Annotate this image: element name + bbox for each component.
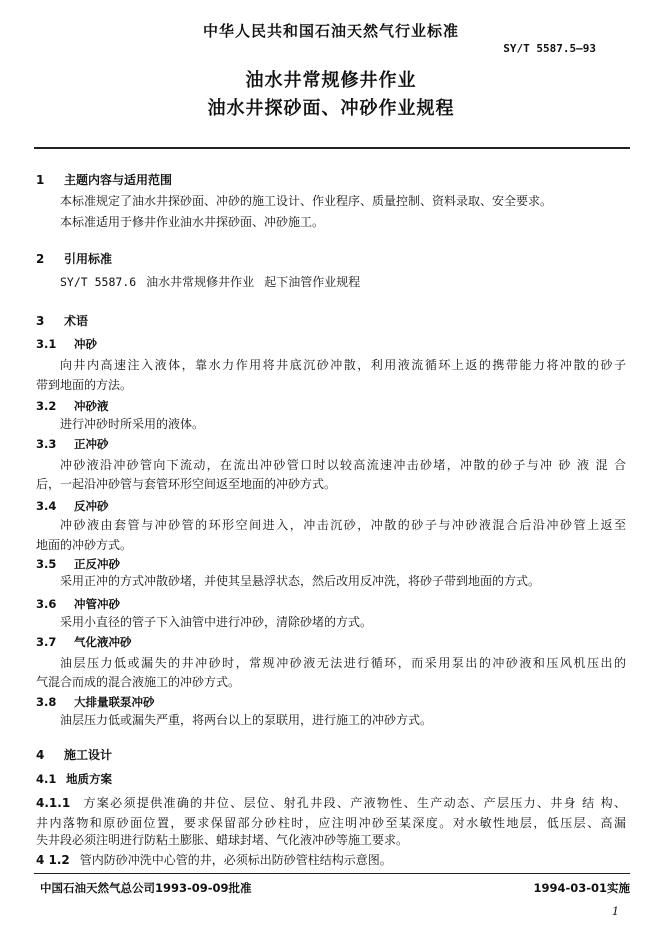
section-2-heading — [36, 250, 112, 267]
term-3-3-definition-line2: 后，一起沿冲砂管与套管环形空间返至地面的冲砂方式。 — [36, 477, 337, 491]
term-number: 3.8 — [36, 695, 57, 709]
item-4-1-1-line3: 失井段必须注明进行防粘土膨胀、蜡球封堵、气化液冲砂等施工要求。 — [36, 833, 409, 847]
item-4-1-1-line1 — [36, 794, 626, 811]
term-3-7-definition-line1: 油层压力低或漏失的井冲砂时，常规冲砂液无法进行循环，而采用泵出的冲砂液和压风机压出的 — [60, 656, 626, 670]
effective-date: 1994-03-01实施 — [533, 881, 630, 895]
section-number: 4 — [36, 748, 45, 762]
section-number: 2 — [36, 252, 45, 266]
term-number: 3.4 — [36, 499, 57, 513]
section-title: 施工设计 — [64, 748, 113, 762]
term-number: 3.6 — [36, 597, 57, 611]
approval-statement: 中国石油天然气总公司1993-09-09批准 — [40, 881, 252, 895]
term-3-4-definition-line1: 冲砂液由套管与冲砂管的环形空间进入，冲击沉砂，冲散的砂子与冲砂液混合后沿冲砂管上返至 — [60, 518, 626, 532]
standard-category-title: 中华人民共和国石油天然气行业标准 — [202, 22, 459, 40]
term-title: 正反冲砂 — [74, 557, 120, 571]
document-title-line1: 油水井常规修井作业 — [245, 70, 417, 91]
term-title: 气化液冲砂 — [74, 635, 132, 649]
referenced-standard-title: 油水井常规修井作业 — [146, 275, 255, 289]
standard-code: SY/T 5587.5—93 — [503, 42, 596, 55]
term-number: 3.3 — [36, 437, 57, 451]
term-number: 3.1 — [36, 337, 57, 351]
page-number: 1 — [612, 905, 619, 918]
subsection-title: 地质方案 — [66, 772, 112, 786]
term-number: 3.2 — [36, 399, 57, 413]
section-title: 术语 — [64, 314, 89, 328]
section-title: 主题内容与适用范围 — [64, 173, 173, 187]
term-title: 大排量联泵冲砂 — [74, 695, 155, 709]
term-3-7-definition-line2: 气混合而成的混合液施工的冲砂方式。 — [36, 675, 241, 689]
referenced-standard-subtitle: 起下油管作业规程 — [264, 275, 361, 289]
section-number: 1 — [36, 173, 45, 187]
term-3-4-heading — [36, 498, 109, 514]
term-3-2-definition: 进行冲砂时所采用的液体。 — [60, 417, 205, 431]
term-3-1-definition-line2: 带到地面的方法。 — [36, 378, 133, 392]
referenced-standard — [60, 272, 360, 293]
section-1-paragraph-1: 本标准规定了油水井探砂面、冲砂的施工设计、作业程序、质量控制、资料录取、安全要求。 — [60, 194, 553, 208]
item-text: 方案必须提供准确的井位、层位、射孔井段、产液物性、生产动态、产层压力、井身 结 构、 — [82, 796, 626, 810]
section-1-heading — [36, 171, 172, 188]
term-3-1-definition-line1: 向井内高速注入液体，靠水力作用将井底沉砂冲散，利用液流循环上返的携带能力将冲散的砂子 — [60, 358, 626, 372]
item-4-1-2 — [36, 850, 392, 871]
item-4-1-1-line2: 井内落物和原砂面位置，要求保留部分砂柱时，应注明冲砂至某深度。对水敏性地层，低压层、高漏 — [36, 816, 626, 830]
section-title: 引用标准 — [64, 252, 113, 266]
section-1-paragraph-2: 本标准适用于修井作业油水井探砂面、冲砂施工。 — [60, 215, 325, 229]
term-3-4-definition-line2: 地面的冲砂方式。 — [36, 538, 133, 552]
term-title: 冲砂 — [74, 337, 97, 351]
subsection-4-1-heading — [36, 771, 112, 787]
section-3-heading — [36, 312, 88, 329]
term-title: 冲管冲砂 — [74, 597, 120, 611]
term-title: 反冲砂 — [74, 499, 109, 513]
item-text: 管内防砂冲洗中心管的井，必须标出防砂管柱结构示意图。 — [79, 853, 392, 867]
header-divider — [34, 147, 630, 149]
term-number: 3.5 — [36, 557, 57, 571]
term-3-3-definition-line1: 冲砂液沿冲砂管向下流动，在流出冲砂管口时以较高流速冲击砂堵，冲散的砂子与冲 砂 液 混 合 — [60, 458, 626, 472]
term-title: 冲砂液 — [74, 399, 109, 413]
item-number: 4 1.2 — [36, 853, 70, 867]
term-3-1-heading — [36, 336, 97, 352]
term-3-3-heading — [36, 436, 109, 452]
document-title-line2: 油水井探砂面、冲砂作业规程 — [207, 98, 455, 119]
term-3-6-heading — [36, 596, 120, 612]
term-number: 3.7 — [36, 635, 57, 649]
section-number: 3 — [36, 314, 45, 328]
referenced-standard-code: SY/T 5587.6 — [60, 275, 137, 289]
footer-divider — [34, 873, 630, 874]
term-3-2-heading — [36, 398, 109, 414]
section-4-heading — [36, 746, 112, 763]
term-3-8-heading — [36, 694, 155, 710]
item-number: 4.1.1 — [36, 796, 71, 810]
term-3-7-heading — [36, 634, 132, 650]
term-title: 正冲砂 — [74, 437, 109, 451]
term-3-5-heading — [36, 556, 120, 572]
subsection-number: 4.1 — [36, 772, 57, 786]
term-3-8-definition: 油层压力低或漏失严重，将两台以上的泵联用，进行施工的冲砂方式。 — [60, 713, 433, 727]
term-3-6-definition: 采用小直径的管子下入油管中进行冲砂，清除砂堵的方式。 — [60, 615, 373, 629]
term-3-5-definition: 采用正冲的方式冲散砂堵，并使其呈悬浮状态，然后改用反冲洗，将砂子带到地面的方式。 — [60, 574, 541, 588]
